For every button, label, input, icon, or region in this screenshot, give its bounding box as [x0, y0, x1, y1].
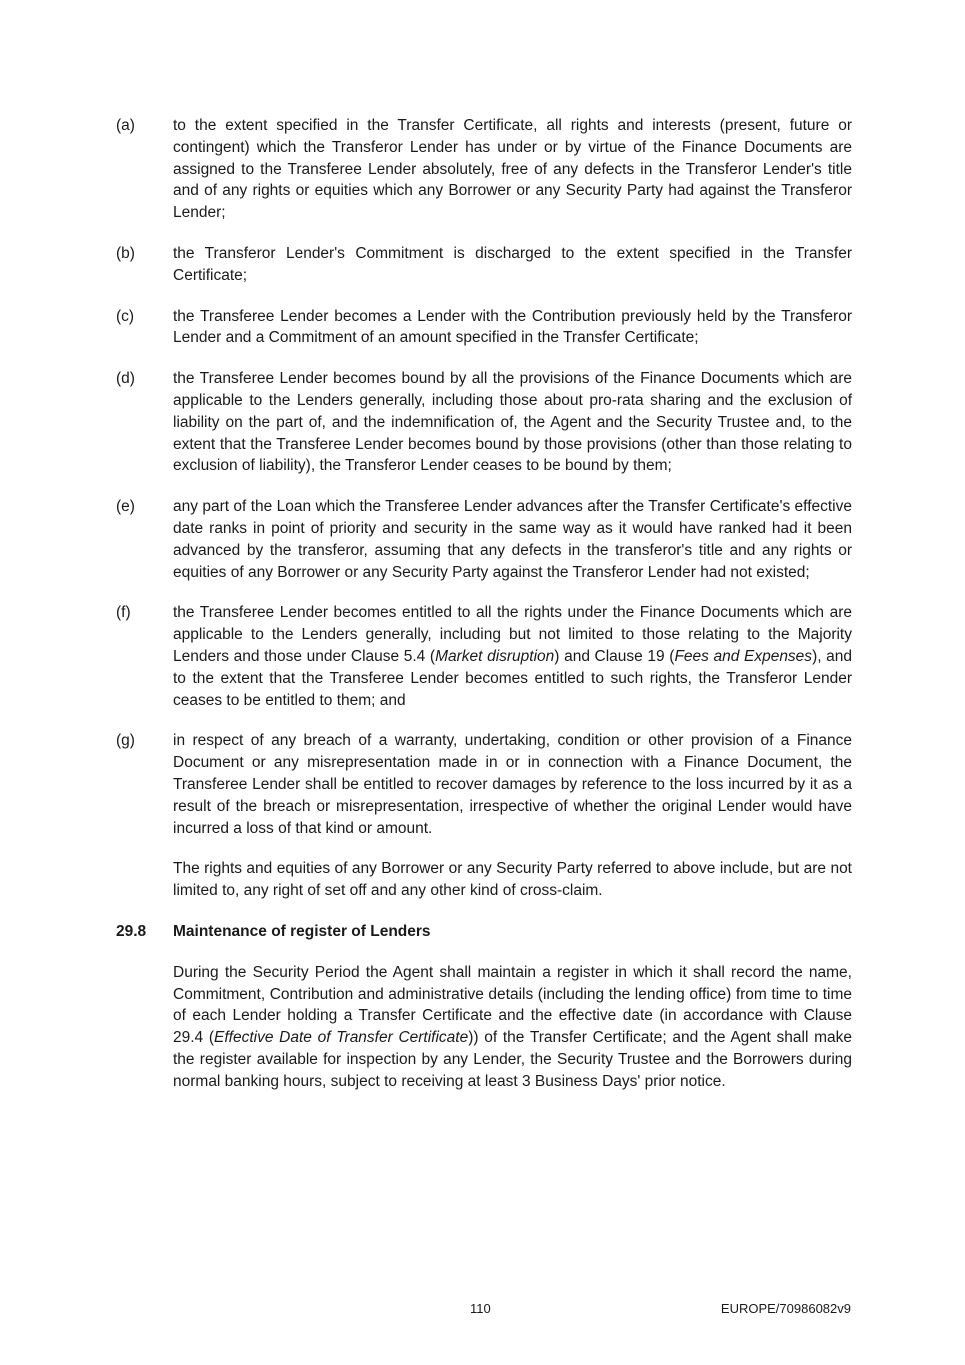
clause-label: (d)	[116, 370, 135, 388]
document-reference: EUROPE/70986082v9	[720, 1301, 851, 1316]
clause-text: the Transferee Lender becomes a Lender with the Contribution previously held by the Transferor Lender and a Commitment of an amount specified in the Transfer Certificate;	[173, 307, 852, 347]
closing-paragraph: The rights and equities of any Borrower or any Security Party referred to above include, but are not limited to, any right of set off and any other kind of cross-claim.	[173, 860, 852, 900]
clause-b	[116, 243, 852, 287]
clause-c	[116, 306, 852, 350]
clause-d	[116, 368, 852, 477]
page-number: 110	[470, 1301, 491, 1316]
clause-reference-title: Effective Date of Transfer Certificate	[214, 1029, 469, 1047]
clause-text: the Transferee Lender becomes bound by all the provisions of the Finance Documents which are applicable to the Lenders generally, including those about pro-rata sharing and the exclusion of liability on the part of, and the indemnification of, the Agent and the Security Trustee and, to the extent that the Transferee Lender becomes bound by those provisions (other than those relating to exclusion of liability), the Transferor Lender ceases to be bound by them;	[173, 370, 852, 475]
section-heading	[116, 921, 852, 943]
clause-label: (a)	[116, 117, 135, 134]
clause-label: (c)	[116, 307, 135, 325]
clause-label: (b)	[116, 244, 135, 262]
clause-g	[116, 730, 852, 839]
clause-text: the Transferor Lender's Commitment is discharged to the extent specified in the Transfer Certificate;	[173, 244, 852, 284]
clause-text: the Transferee Lender becomes entitled to all the rights under the Finance Documents which are applicable to the Lenders generally, including but not limited to those relating to the Majority Lenders and those under Clause 5.4 (Market disruption) and Clause 19 (Fees and Expenses), and to the extent that the Transferee Lender becomes entitled to such rights, the Transferor Lender ceases to be entitled to them; and	[173, 604, 853, 709]
clause-reference-title: Fees and Expenses	[674, 647, 813, 665]
clause-a	[116, 115, 852, 224]
clause-f	[116, 602, 852, 711]
clause-text: to the extent specified in the Transfer Certificate, all rights and interests (present, future or contingent) which the Transferor Lender has under or by virtue of the Finance Documents are assigned to the Transferee Lender absolutely, free of any defects in the Transferor Lender's title and of any rights or equities which any Borrower or any Security Party had against the Transferor Lender;	[173, 117, 852, 222]
clause-reference-title: Market disruption	[435, 647, 555, 665]
clause-label: (e)	[116, 498, 135, 516]
clause-text: in respect of any breach of a warranty, undertaking, condition or other provision of a Finance Document or any misrepresentation made in or in connection with a Finance Document, the Transferee Lender shall be entitled to recover damages by reference to the loss incurred by it as a result of the breach or misrepresentation, irrespective of whether the original Lender would have incurred a loss of that kind or amount.	[173, 732, 852, 837]
section-number: 29.8	[116, 922, 147, 940]
clause-text: any part of the Loan which the Transferee Lender advances after the Transfer Certificate's effective date ranks in point of priority and security in the same way as it would have ranked had it been advanced by the transferor, assuming that any defects in the transferor's title and any rights or equities of any Borrower or any Security Party against the Transferor Lender had not existed;	[173, 498, 852, 581]
section-body: During the Security Period the Agent shall maintain a register in which it shall record the name, Commitment, Contribution and administrative details (including the lending office) from time to time of each Lender holding a Transfer Certificate and the effective date (in accordance with Clause 29.4 (Effective Date of Transfer Certificate)) of the Transfer Certificate; and the Agent shall make the register available for inspection by any Lender, the Security Trustee and the Borrowers during normal banking hours, subject to receiving at least 3 Business Days' prior notice.	[173, 963, 853, 1090]
clause-e	[116, 496, 852, 583]
document-body	[116, 115, 852, 1111]
section-title: Maintenance of register of Lenders	[173, 922, 431, 940]
clause-label: (g)	[116, 732, 135, 750]
clause-label: (f)	[116, 604, 131, 622]
